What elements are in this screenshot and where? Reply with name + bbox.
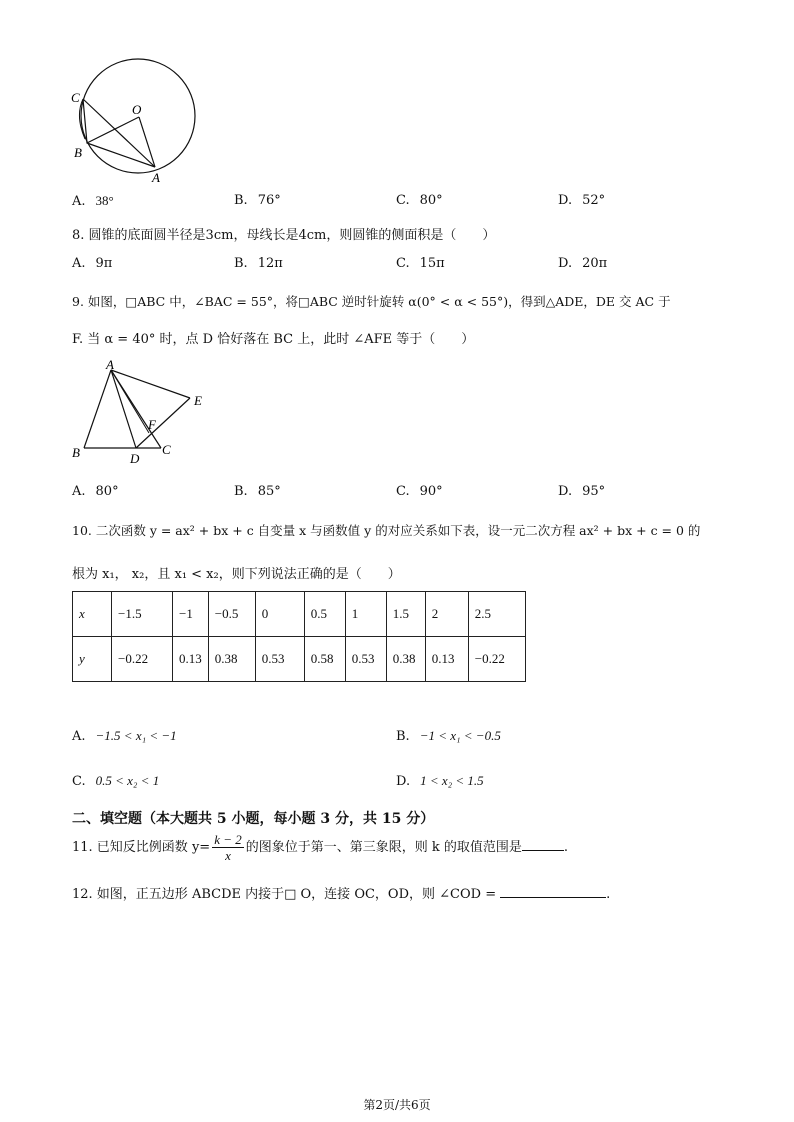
table-cell: −0.5 [208,592,255,637]
q8-option-d: D. 20π [558,256,608,271]
q9-option-a: A. 80° [72,484,119,499]
table-cell: 0.58 [304,637,345,682]
q7-option-a: A. 38° [72,193,114,209]
table-cell: −0.22 [112,637,173,682]
q9-option-d: D. 95° [558,484,606,499]
q10-option-d: D. 1 < x₂ < 1.5 [396,773,484,789]
table-cell: −1.5 [112,592,173,637]
table-cell: 0.38 [208,637,255,682]
section-2-title: 二、填空题（本大题共 5 小题，每小题 3 分，共 15 分） [72,811,435,827]
page-number: 第2页/共6页 [363,1098,431,1112]
label-D: D [130,451,140,466]
q9-question-line2: F. 当 α = 40° 时，点 D 恰好落在 BC 上，此时 ∠AFE 等于（ ） [72,332,475,347]
table-cell: 1.5 [386,592,425,637]
label-C: C [162,442,171,457]
label-C: C [71,90,80,105]
table-cell: 0.13 [425,637,468,682]
q7-option-d: D. 52° [558,193,606,208]
q7-circle-figure [66,56,206,186]
q12-question: 12. 如图，正五边形 ABCDE 内接于□ O，连接 OC，OD，则 ∠COD = . [72,887,611,902]
q11-question: 11. 已知反比例函数 y= $\frac{k - 2}{x}$ 的图象位于第一、第三象限，则 k 的取值范围是 . [72,832,569,863]
q9-question-line1: 9. 如图，□ABC 中，∠BAC = 55°，将□ABC 逆时针旋转 α(0° < α < 55°)，得到△ADE，DE 交 AC 于 [72,294,671,309]
table-cell: −1 [173,592,209,637]
label-E: E [194,393,202,408]
q10-question-line1: 10. 二次函数 y = ax² + bx + c 自变量 x 与函数值 y 的对应关系如下表，设一元二次方程 ax² + bx + c = 0 的 [72,523,701,538]
label-O: O [132,102,142,117]
q8-option-a: A. 9π [72,256,113,271]
label-A: A [152,170,160,185]
q10-option-a: A. −1.5 < x₁ < −1 [72,728,177,744]
table-row-x [73,592,526,637]
q8-question: 8. 圆锥的底面圆半径是3cm，母线长是4cm，则圆锥的侧面积是（ ） [72,228,496,243]
label-B: B [74,145,82,160]
table-cell: 1 [345,592,386,637]
q7-option-c: C. 80° [396,193,443,208]
table-cell: 0.13 [173,637,209,682]
q9-triangle-figure [66,358,226,466]
q10-value-table [72,591,526,682]
q10-option-b: B. −1 < x₁ < −0.5 [396,728,501,744]
table-cell: 0.5 [304,592,345,637]
table-cell: 0.53 [345,637,386,682]
q10-question-line2: 根为 x₁， x₂，且 x₁ < x₂，则下列说法正确的是（ ） [72,567,401,582]
q8-option-c: C. 15π [396,256,445,271]
table-cell: 2 [425,592,468,637]
table-row-y [73,637,526,682]
q7-option-b: B. 76° [234,193,281,208]
q9-option-c: C. 90° [396,484,443,499]
q10-option-c: C. 0.5 < x₂ < 1 [72,773,160,789]
table-header-y: y [73,637,112,682]
table-cell: 0.53 [255,637,304,682]
fraction-k-minus-2-over-x: $\frac{k - 2}{x}$ [214,832,242,863]
table-cell: −0.22 [468,637,525,682]
table-cell: 2.5 [468,592,525,637]
table-cell: 0.38 [386,637,425,682]
label-A: A [106,358,114,372]
q9-option-b: B. 85° [234,484,281,499]
q8-option-b: B. 12π [234,256,283,271]
answer-blank[interactable] [522,850,564,851]
table-header-x: x [73,592,112,637]
answer-blank[interactable] [500,897,606,898]
label-F: F [148,417,156,432]
table-cell: 0 [255,592,304,637]
label-B: B [72,445,80,460]
